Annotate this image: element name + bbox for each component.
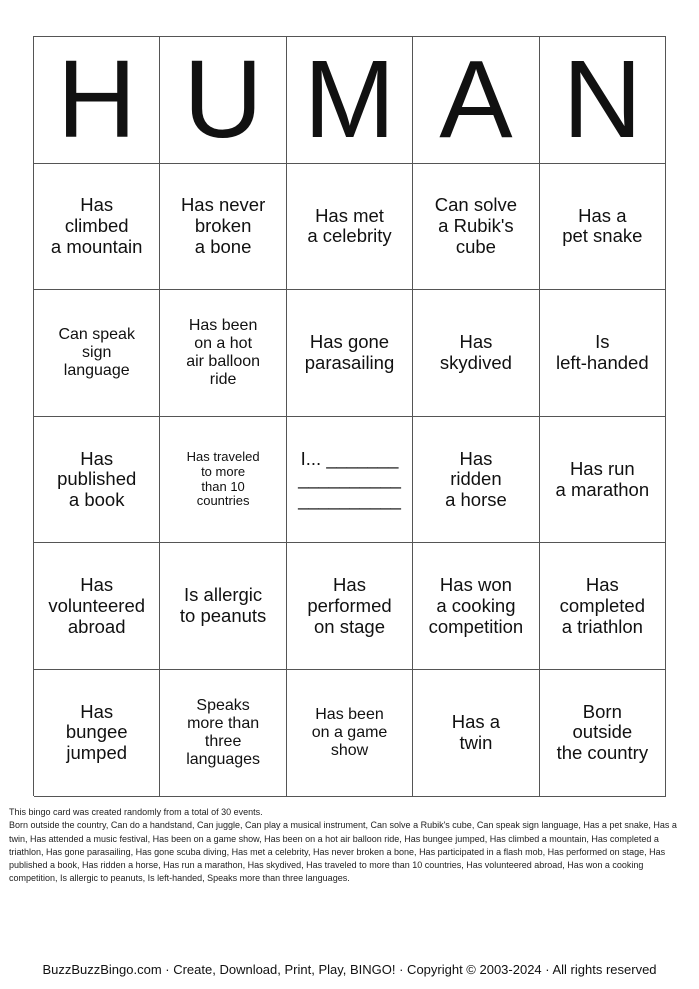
bingo-row-4 — [34, 543, 666, 670]
header-letter-n: N — [540, 37, 666, 164]
bingo-cell: Has published a book — [34, 417, 160, 544]
bingo-cell: Has been on a hot air balloon ride — [160, 290, 286, 417]
bingo-cell: Has never broken a bone — [160, 164, 286, 291]
header-letter-a: A — [413, 37, 539, 164]
bingo-cell: Has been on a game show — [287, 670, 413, 797]
events-list: Born outside the country, Can do a handstand, Can juggle, Can play a musical instrument, Can solve a Rubik's cube, Can speak sign language, Has a pet snake, Has a twin, Has attended a music festival, Has been on a game show, Has been on a hot air balloon ride, Has bungee jumped, Has climbed a mountain, Has completed a triathlon, Has gone parasailing, Has gone scuba diving, Has met a celebrity, Has never broken a bone, Has participated in a flash mob, Has performed on stage, Has published a book, Has ridden a horse, Has run a marathon, Has skydived, Has traveled to more than 10 countries, Has volunteered abroad, Has won a cooking competition, Is allergic to peanuts, Is left-handed, Speaks more than three languages. — [9, 820, 677, 884]
bingo-cell: Has ridden a horse — [413, 417, 539, 544]
bingo-cell: Has met a celebrity — [287, 164, 413, 291]
footer-copyright: BuzzBuzzBingo.com · Create, Download, Print, Play, BINGO! · Copyright © 2003-2024 · All rights reserved — [42, 962, 657, 977]
bingo-cell: Is allergic to peanuts — [160, 543, 286, 670]
header-row — [34, 37, 666, 164]
bingo-cell: Has completed a triathlon — [540, 543, 666, 670]
bingo-cell: Has traveled to more than 10 countries — [160, 417, 286, 544]
bingo-row-3 — [34, 417, 666, 544]
bingo-cell: Can solve a Rubik's cube — [413, 164, 539, 291]
bingo-cell: Has performed on stage — [287, 543, 413, 670]
bingo-cell: Has volunteered abroad — [34, 543, 160, 670]
bingo-row-5 — [34, 670, 666, 797]
bingo-cell: Has bungee jumped — [34, 670, 160, 797]
bingo-cell: Has climbed a mountain — [34, 164, 160, 291]
events-intro: This bingo card was created randomly from a total of 30 events. — [9, 807, 263, 817]
bingo-cell: Can speak sign language — [34, 290, 160, 417]
bingo-cell: Speaks more than three languages — [160, 670, 286, 797]
header-letter-h: H — [34, 37, 160, 164]
events-note — [9, 806, 691, 886]
bingo-cell: Has won a cooking competition — [413, 543, 539, 670]
bingo-cell: Is left-handed — [540, 290, 666, 417]
bingo-row-1 — [34, 164, 666, 291]
header-letter-u: U — [160, 37, 286, 164]
bingo-row-2 — [34, 290, 666, 417]
free-space-cell: I... _______ __________ __________ — [287, 417, 413, 544]
bingo-cell: Has skydived — [413, 290, 539, 417]
bingo-cell: Has run a marathon — [540, 417, 666, 544]
bingo-cell: Has gone parasailing — [287, 290, 413, 417]
bingo-cell: Has a twin — [413, 670, 539, 797]
bingo-cell: Has a pet snake — [540, 164, 666, 291]
header-letter-m: M — [287, 37, 413, 164]
bingo-card — [33, 36, 666, 796]
bingo-cell: Born outside the country — [540, 670, 666, 797]
